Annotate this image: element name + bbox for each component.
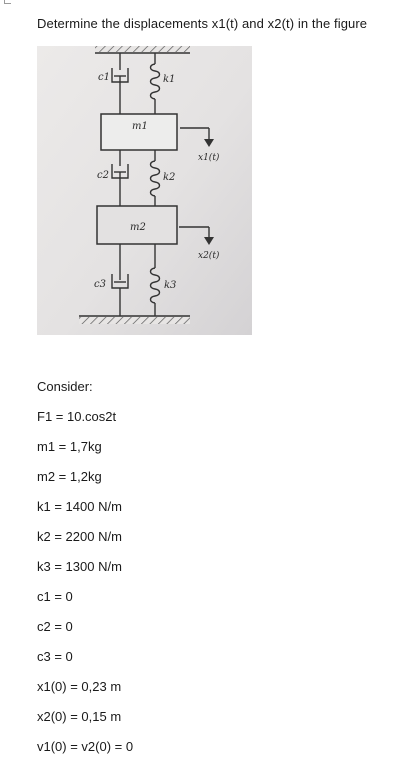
label-m2: m2 — [130, 222, 146, 233]
param-velocity-initial: v1(0) = v2(0) = 0 — [37, 739, 134, 754]
param-x2-initial: x2(0) = 0,15 m — [37, 709, 122, 724]
photo-background — [37, 46, 252, 335]
bottom-support — [79, 316, 190, 324]
label-c2: c2 — [97, 170, 109, 181]
params-heading: Consider: — [37, 379, 93, 394]
param-force: F1 = 10.cos2t — [37, 409, 117, 424]
paragraph-corner-mark — [4, 0, 11, 4]
label-k3: k3 — [164, 280, 177, 291]
param-k1: k1 = 1400 N/m — [37, 499, 122, 514]
param-c2: c2 = 0 — [37, 619, 73, 634]
param-c1: c1 = 0 — [37, 589, 73, 604]
label-m1: m1 — [132, 121, 148, 132]
param-m2: m2 = 1,2kg — [37, 469, 102, 484]
problem-statement: Determine the displacements x1(t) and x2(t) in the figure — [37, 16, 368, 31]
label-x2: x2(t) — [198, 251, 220, 261]
label-k1: k1 — [163, 74, 176, 85]
label-c1: c1 — [98, 72, 110, 83]
system-diagram-svg — [37, 46, 252, 335]
mass-m1 — [101, 114, 177, 150]
spring-mass-damper-figure — [37, 46, 252, 335]
param-k3: k3 = 1300 N/m — [37, 559, 122, 574]
parameters-list — [37, 379, 133, 769]
param-m1: m1 = 1,7kg — [37, 439, 102, 454]
param-x1-initial: x1(0) = 0,23 m — [37, 679, 122, 694]
label-c3: c3 — [94, 279, 106, 290]
label-x1: x1(t) — [198, 153, 220, 163]
param-k2: k2 = 2200 N/m — [37, 529, 122, 544]
param-c3: c3 = 0 — [37, 649, 73, 664]
label-k2: k2 — [163, 172, 176, 183]
top-support — [95, 46, 190, 53]
